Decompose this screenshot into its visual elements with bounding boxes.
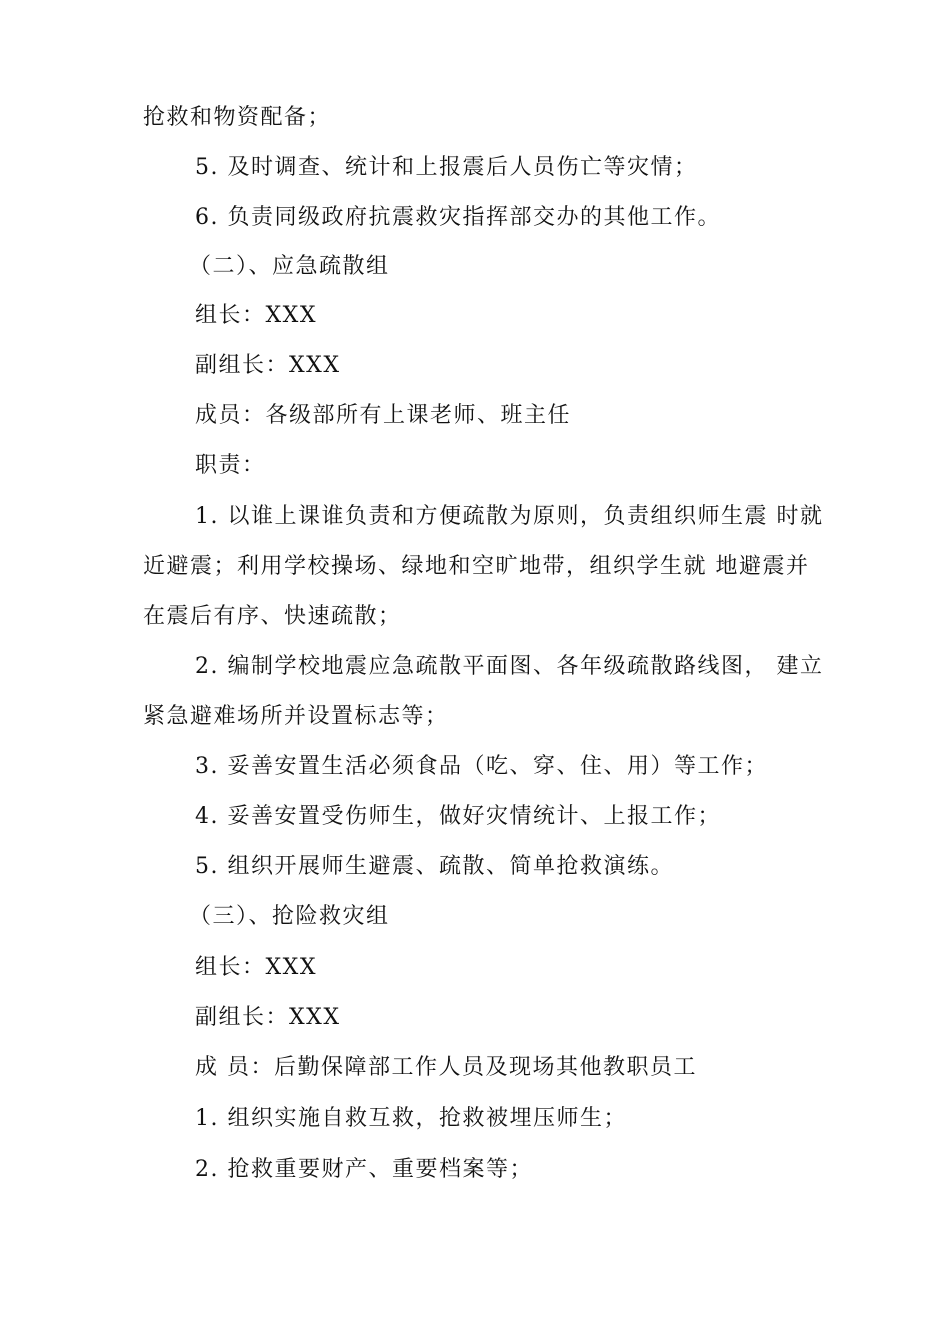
section-heading: （三）、抢险救灾组: [189, 904, 390, 929]
text-line: 组长：XXX: [195, 955, 317, 980]
list-item: 4. 妥善安置受伤师生，做好灾情统计、上报工作；: [195, 804, 721, 829]
section-heading: （二）、应急疏散组: [189, 254, 390, 279]
list-item: 1. 以谁上课谁负责和方便疏散为原则，负责组织师生震 时就: [195, 504, 824, 529]
text-line: 成员：各级部所有上课老师、班主任: [195, 403, 572, 428]
list-item: 2. 编制学校地震应急疏散平面图、各年级疏散路线图， 建立: [195, 654, 824, 679]
list-item: 3. 妥善安置生活必须食品（吃、穿、住、用）等工作；: [195, 754, 768, 779]
text-line: 在震后有序、快速疏散；: [143, 604, 402, 629]
list-item: 5. 组织开展师生避震、疏散、简单抢救演练。: [195, 854, 674, 879]
text-line: 紧急避难场所并设置标志等；: [143, 704, 449, 729]
text-line: 组长：XXX: [195, 303, 317, 328]
text-line: 成 员：后勤保障部工作人员及现场其他教职员工: [195, 1055, 697, 1080]
text-line: 副组长：XXX: [195, 1005, 341, 1030]
text-line: 副组长：XXX: [195, 353, 341, 378]
list-item: 2. 抢救重要财产、重要档案等；: [195, 1157, 533, 1182]
text-line: 职责：: [195, 453, 266, 478]
list-item: 1. 组织实施自救互救，抢救被埋压师生；: [195, 1106, 627, 1131]
list-item: 5. 及时调查、统计和上报震后人员伤亡等灾情；: [195, 155, 698, 180]
text-line: 抢救和物资配备；: [143, 105, 332, 130]
list-item: 6. 负责同级政府抗震救灾指挥部交办的其他工作。: [195, 205, 721, 230]
text-line: 近避震；利用学校操场、绿地和空旷地带，组织学生就 地避震并: [143, 554, 810, 579]
